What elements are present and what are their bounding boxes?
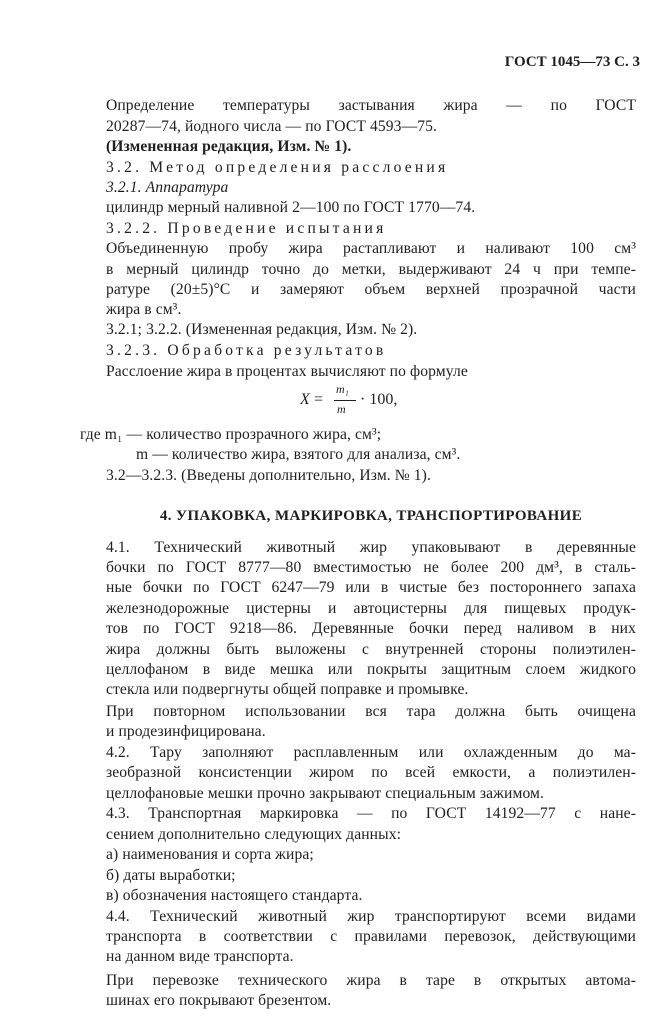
text-line: сением дополнительно следующих данных: — [106, 826, 402, 843]
text-line: При перевозке технического жира в таре в открытых автома- — [106, 972, 636, 989]
amendment-note: 3.2.1; 3.2.2. (Измененная редакция, Изм. № 2). — [106, 321, 418, 338]
text-line: Определение температуры застывания жира — по ГОСТ — [106, 97, 636, 114]
subsection-heading: 3.2. Метод определения расслоения — [106, 159, 449, 176]
text-line: 20287—74, йодного числа — по ГОСТ 4593—75. — [106, 118, 438, 135]
text-line: ные бочки по ГОСТ 6247—79 или в чистые без постороннего запаха — [106, 579, 636, 596]
text-line: жира должны быть выложены с внутренней стороны полиэтилен- — [106, 641, 636, 658]
text-line: При повторном использовании вся тара должна быть очищена — [106, 703, 636, 720]
formula-equals: = — [314, 391, 324, 408]
formula-rhs: · 100, — [360, 391, 398, 408]
text-line: стекла или подвергнуты общей поправке и промывке. — [106, 681, 469, 698]
formula-lhs: X — [300, 391, 310, 408]
subsection-heading: 3.2.2. Проведение испытания — [106, 220, 387, 237]
subsection-heading: 3.2.3. Обработка результатов — [106, 342, 387, 359]
list-item: а) наименования и сорта жира; — [106, 846, 314, 863]
text-line: и продезинфицирована. — [106, 723, 266, 740]
text-line: 4.1. Технический животный жир упаковывают в деревянные — [106, 539, 636, 556]
text-line: m — количество жира, взятого для анализа, см³. — [136, 446, 461, 463]
text-line: Расслоение жира в процентах вычисляют по формуле — [106, 363, 468, 380]
text-line: в мерный цилиндр точно до метки, выдерживают 24 ч при темпе- — [106, 261, 636, 278]
text-line: целлофановые мешки прочно закрывают специальным зажимом. — [106, 785, 545, 802]
text-line: зеобразной консистенции жиром по всей емкости, а полиэтилен- — [106, 764, 636, 781]
text-line: целлофаном в виде мешка или покрыты защитным слоем жидкого — [106, 661, 636, 678]
running-header: ГОСТ 1045—73 С. 3 — [504, 54, 640, 70]
text-line: 4.2. Тару заполняют расплавленным или охлажденным до ма- — [106, 744, 636, 761]
formula-denominator: m — [337, 402, 346, 416]
text-line: на данном виде транспорта. — [106, 948, 294, 965]
text-line: шинах его покрывают брезентом. — [106, 992, 332, 1009]
list-item: в) обозначения настоящего стандарта. — [106, 887, 363, 904]
formula-numerator: m₁ — [336, 382, 349, 396]
subsection-heading: 3.2.1. Аппаратура — [106, 179, 229, 196]
amendment-note: 3.2—3.2.3. (Введены дополнительно, Изм. № 1). — [106, 467, 431, 484]
text-line: жира в см³. — [106, 301, 182, 318]
text-line: железнодорожные цистерны и автоцистерны для пищевых продук- — [106, 600, 636, 617]
formula — [300, 382, 440, 422]
fraction-bar — [334, 400, 356, 401]
text-line: бочки по ГОСТ 8777—80 вместимостью не более 200 дм³, в сталь- — [106, 559, 636, 576]
text-line: 4.4. Технический животный жир транспортируют всеми видами — [106, 908, 636, 925]
text-line: ратуре (20±5)°С и замеряют объем верхней прозрачной части — [106, 281, 636, 298]
text-line: цилиндр мерный наливной 2—100 по ГОСТ 1770—74. — [106, 199, 476, 216]
amendment-note: (Измененная редакция, Изм. № 1). — [106, 138, 352, 155]
text-line: 4.3. Транспортная маркировка — по ГОСТ 14192—77 с нане- — [106, 805, 636, 822]
list-item: б) даты выработки; — [106, 867, 236, 884]
text-line: где m₁ — количество прозрачного жира, см³; — [80, 426, 382, 443]
section-title: 4. УПАКОВКА, МАРКИРОВКА, ТРАНСПОРТИРОВАНИЕ — [159, 508, 583, 524]
text-line: транспорта в соответствии с правилами перевозок, действующими — [106, 928, 636, 945]
text-line: тов по ГОСТ 9218—86. Деревянные бочки перед наливом в них — [106, 620, 636, 637]
text-line: Объединенную пробу жира растапливают и наливают 100 см³ — [106, 240, 636, 257]
